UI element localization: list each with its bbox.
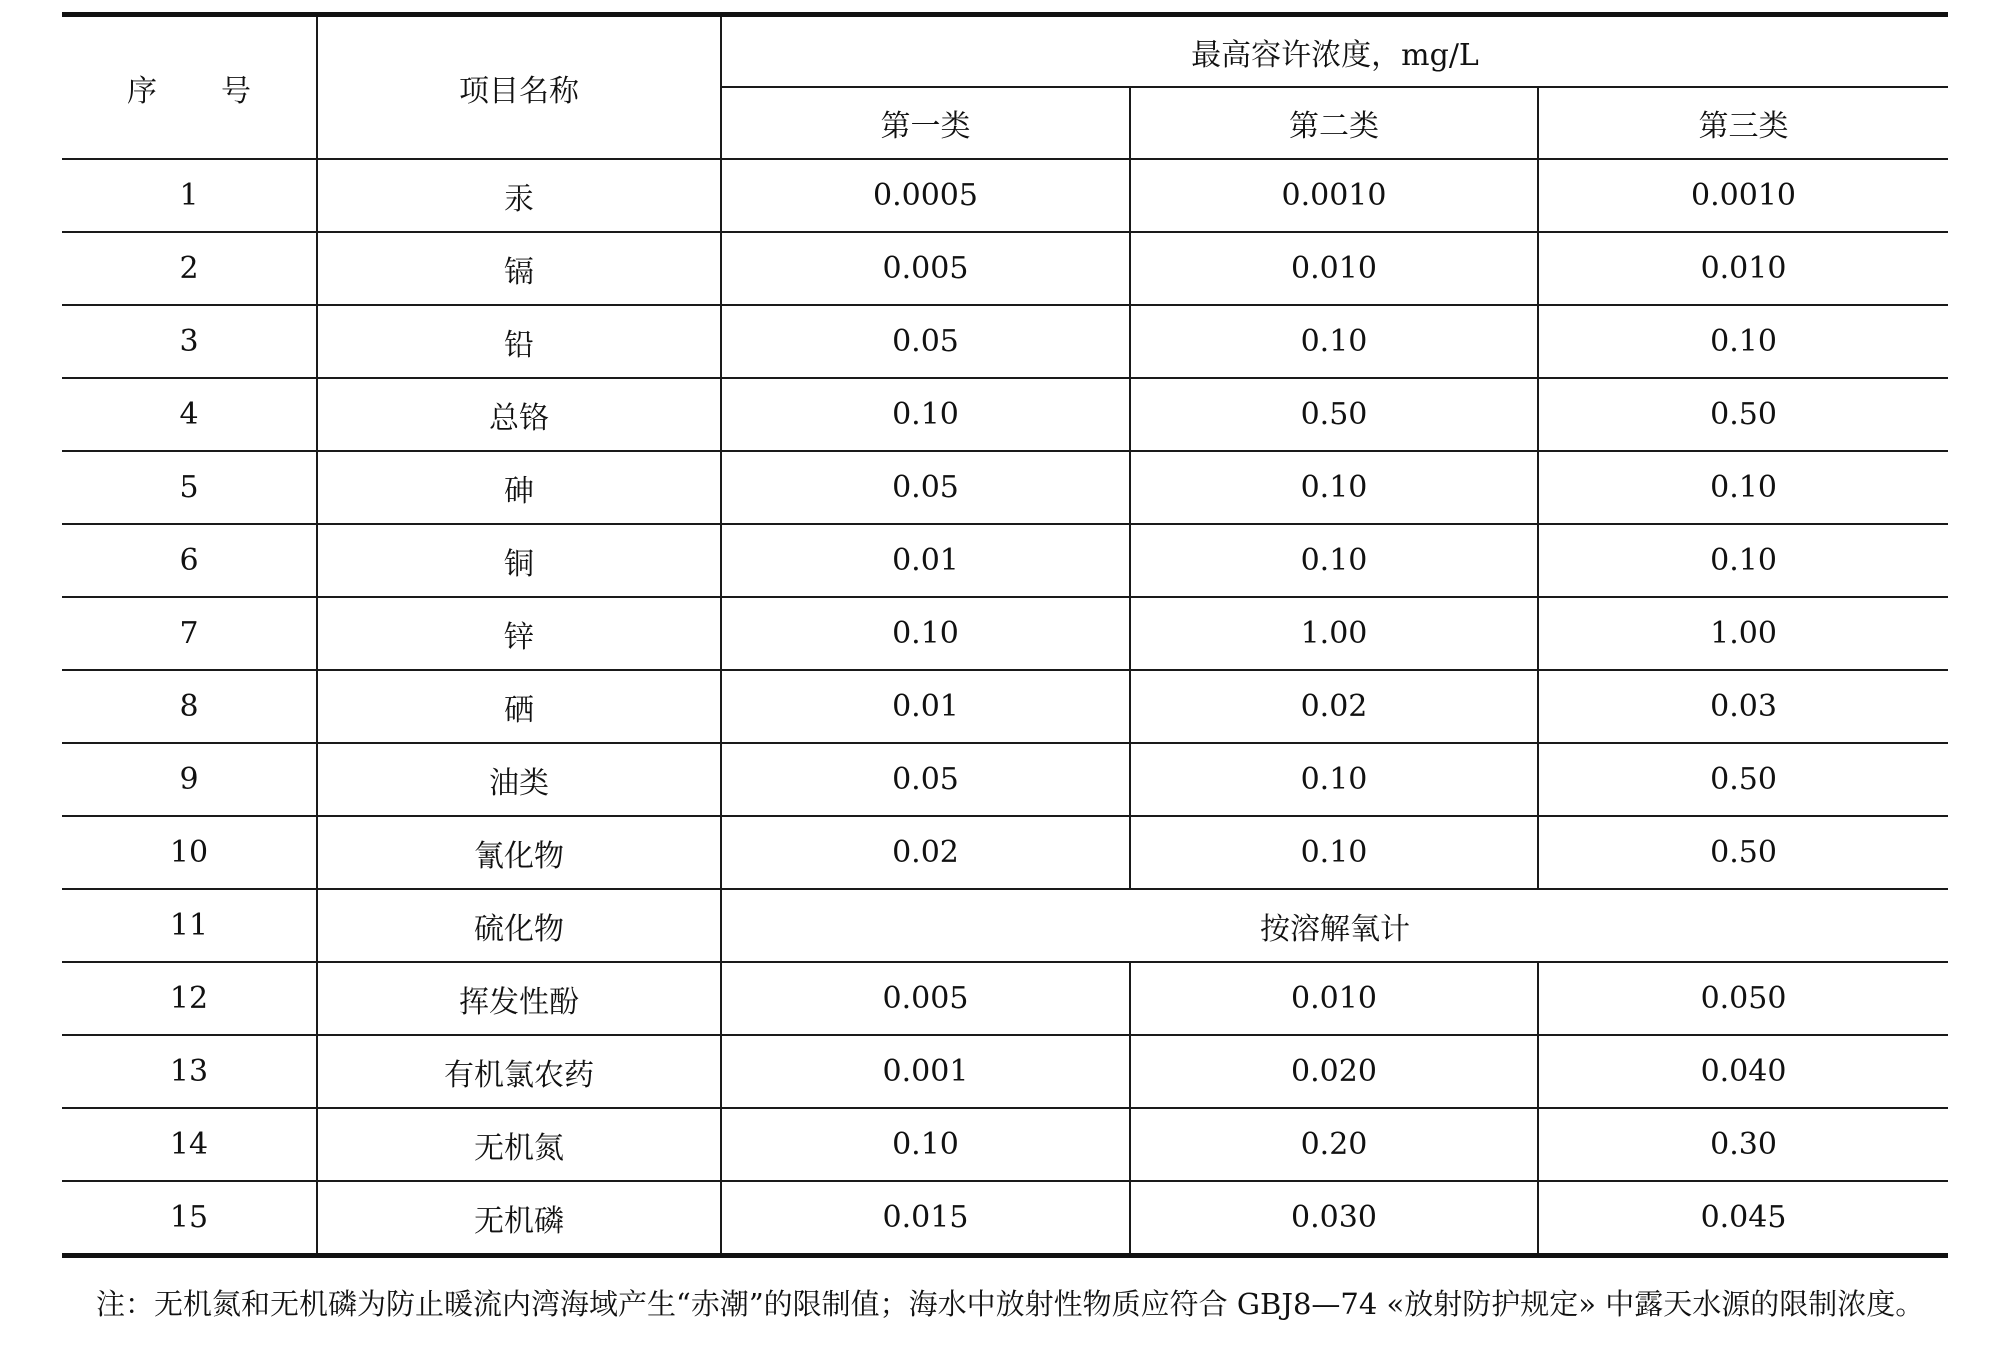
class-3-value: 0.050 (1538, 962, 1948, 1035)
item-name: 无机磷 (317, 1181, 721, 1256)
footnote-text: 无机氮和无机磷为防止暖流内湾海域产生“赤潮”的限制值；海水中放射性物质应符合 GBJ8—74 «放射防护规定» 中露天水源的限制浓度。 (154, 1287, 1925, 1321)
class-2-value: 0.10 (1130, 451, 1538, 524)
class-2-value: 0.030 (1130, 1181, 1538, 1256)
class-1-value: 0.005 (721, 232, 1130, 305)
item-name: 氰化物 (317, 816, 721, 889)
row-number: 10 (62, 816, 317, 889)
row-number: 8 (62, 670, 317, 743)
class-1-value: 0.0005 (721, 159, 1130, 232)
table-row (62, 378, 1948, 451)
dissolved-oxygen-note: 按溶解氧计 (721, 889, 1948, 962)
table-row (62, 1108, 1948, 1181)
class-3-value: 0.50 (1538, 378, 1948, 451)
class-1-value: 0.01 (721, 670, 1130, 743)
row-number: 7 (62, 597, 317, 670)
class-1-value: 0.10 (721, 597, 1130, 670)
item-name: 砷 (317, 451, 721, 524)
table-row (62, 962, 1948, 1035)
table-row (62, 305, 1948, 378)
class-2-value: 0.20 (1130, 1108, 1538, 1181)
class-1-value: 0.02 (721, 816, 1130, 889)
header-class-2: 第二类 (1130, 87, 1538, 159)
table-row (62, 1035, 1948, 1108)
class-3-value: 0.045 (1538, 1181, 1948, 1256)
item-name: 锌 (317, 597, 721, 670)
class-2-value: 1.00 (1130, 597, 1538, 670)
table-row (62, 816, 1948, 889)
class-1-value: 0.10 (721, 378, 1130, 451)
item-name: 镉 (317, 232, 721, 305)
row-number: 11 (62, 889, 317, 962)
item-name: 总铬 (317, 378, 721, 451)
class-3-value: 0.0010 (1538, 159, 1948, 232)
row-number: 1 (62, 159, 317, 232)
header-serial-number (62, 15, 317, 160)
item-name: 铜 (317, 524, 721, 597)
header-max-concentration: 最高容许浓度，mg/L (721, 15, 1948, 88)
table-row (62, 743, 1948, 816)
item-name: 油类 (317, 743, 721, 816)
table-body (62, 159, 1948, 1256)
item-name: 硒 (317, 670, 721, 743)
item-name: 汞 (317, 159, 721, 232)
row-number: 15 (62, 1181, 317, 1256)
class-2-value: 0.10 (1130, 743, 1538, 816)
header-class-1: 第一类 (721, 87, 1130, 159)
class-3-value: 0.10 (1538, 305, 1948, 378)
item-name: 无机氮 (317, 1108, 721, 1181)
table-row (62, 232, 1948, 305)
class-3-value: 0.010 (1538, 232, 1948, 305)
footnote-label: 注： (96, 1287, 155, 1321)
item-name: 有机氯农药 (317, 1035, 721, 1108)
class-1-value: 0.05 (721, 451, 1130, 524)
class-2-value: 0.50 (1130, 378, 1538, 451)
row-number: 14 (62, 1108, 317, 1181)
item-name: 铅 (317, 305, 721, 378)
class-3-value: 0.30 (1538, 1108, 1948, 1181)
table-row (62, 670, 1948, 743)
item-name: 挥发性酚 (317, 962, 721, 1035)
class-3-value: 0.10 (1538, 451, 1948, 524)
class-2-value: 0.010 (1130, 232, 1538, 305)
table-row (62, 451, 1948, 524)
class-2-value: 0.020 (1130, 1035, 1538, 1108)
item-name: 硫化物 (317, 889, 721, 962)
class-1-value: 0.001 (721, 1035, 1130, 1108)
class-1-value: 0.05 (721, 743, 1130, 816)
class-2-value: 0.10 (1130, 305, 1538, 378)
row-number: 5 (62, 451, 317, 524)
class-1-value: 0.01 (721, 524, 1130, 597)
table-row (62, 159, 1948, 232)
table-header (62, 15, 1948, 160)
class-3-value: 0.03 (1538, 670, 1948, 743)
class-1-value: 0.005 (721, 962, 1130, 1035)
class-3-value: 1.00 (1538, 597, 1948, 670)
table-row (62, 1181, 1948, 1256)
row-number: 12 (62, 962, 317, 1035)
header-item-name: 项目名称 (317, 15, 721, 160)
class-3-value: 0.10 (1538, 524, 1948, 597)
class-2-value: 0.010 (1130, 962, 1538, 1035)
row-number: 13 (62, 1035, 317, 1108)
class-2-value: 0.0010 (1130, 159, 1538, 232)
class-1-value: 0.10 (721, 1108, 1130, 1181)
class-3-value: 0.040 (1538, 1035, 1948, 1108)
class-3-value: 0.50 (1538, 816, 1948, 889)
class-1-value: 0.015 (721, 1181, 1130, 1256)
header-class-3: 第三类 (1538, 87, 1948, 159)
class-1-value: 0.05 (721, 305, 1130, 378)
row-number: 3 (62, 305, 317, 378)
row-number: 2 (62, 232, 317, 305)
table-row (62, 889, 1948, 962)
seawater-standard-table (62, 12, 1948, 1258)
row-number: 9 (62, 743, 317, 816)
row-number: 6 (62, 524, 317, 597)
table-row (62, 524, 1948, 597)
header-serial-number-label: 序号 (127, 73, 315, 109)
class-3-value: 0.50 (1538, 743, 1948, 816)
table-row (62, 597, 1948, 670)
class-2-value: 0.10 (1130, 524, 1538, 597)
class-2-value: 0.10 (1130, 816, 1538, 889)
row-number: 4 (62, 378, 317, 451)
table-footnote (96, 1282, 1956, 1326)
class-2-value: 0.02 (1130, 670, 1538, 743)
